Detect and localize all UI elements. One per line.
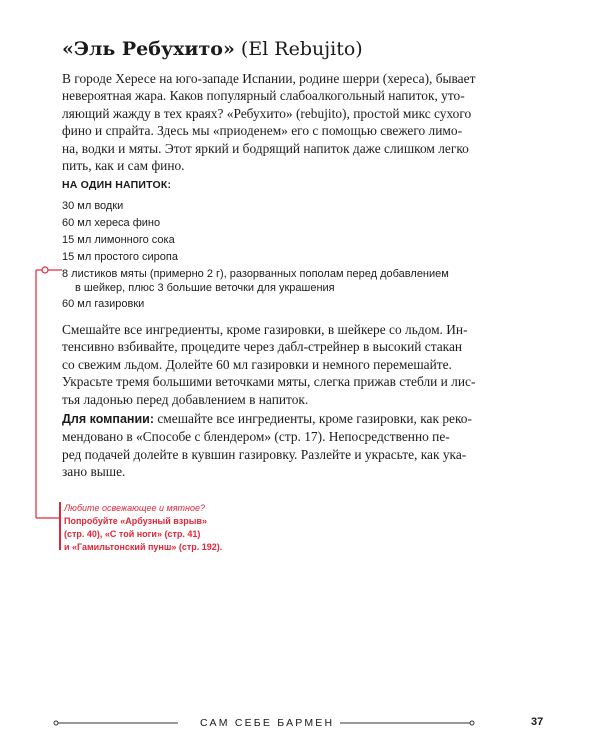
page-number: 37	[531, 716, 544, 728]
ingredient-item: 8 листиков мяты (примерно 2 г), разорванных пополам перед добавлением	[62, 268, 449, 280]
ingredient-item: 60 мл хереса фино	[62, 217, 161, 229]
company-line: смешайте все ингредиенты, кроме газировки, как реко-	[154, 411, 472, 426]
ingredient-item: 15 мл лимонного сока	[62, 234, 175, 246]
footer-right-dot	[470, 721, 474, 725]
method-line: Украсьте тремя большими веточками мяты, слегка прижав стебли и лис-	[62, 374, 476, 390]
intro-line: на, водки и мяты. Этот яркий и бодрящий напиток даже слишком легко	[62, 140, 469, 156]
title-russian: «Эль Ребухито»	[62, 38, 235, 60]
footer-left-dot	[54, 721, 58, 725]
method-line: тья ладонью перед добавлением в напиток.	[62, 391, 309, 407]
company-line: зано выше.	[62, 464, 126, 480]
company-line: мендовано в «Способе с блендером» (стр. 17). Непосредственно пе-	[62, 429, 450, 445]
ingredients-heading: НА ОДИН НАПИТОК:	[62, 179, 172, 191]
method-line: со свежим льдом. Долейте 60 мл газировки и немного перемешайте.	[62, 356, 452, 372]
ingredient-item: 60 мл газировки	[62, 298, 145, 310]
company-label: Для компании:	[62, 412, 155, 426]
callout-line: Попробуйте «Арбузный взрыв»	[64, 516, 207, 526]
callout-line: (стр. 40), «С той ноги» (стр. 41)	[64, 529, 201, 539]
intro-line: В городе Хересе на юго-западе Испании, родине шерри (хереса), бывает	[62, 71, 476, 86]
method-line: Смешайте все ингредиенты, кроме газировки, в шейкере со льдом. Ин-	[62, 322, 468, 337]
footer-book-title: САМ СЕБЕ БАРМЕН	[200, 717, 335, 729]
callout-title: Любите освежающее и мятное?	[64, 503, 206, 513]
intro-line: невероятная жара. Каков популярный слабоалкогольный напиток, уто-	[62, 88, 465, 104]
ingredient-item-continuation: в шейкер, плюс 3 большие веточки для украшения	[75, 282, 335, 294]
intro-line: ляющий жажду в тех краях? «Ребухито» (rebujito), простой микс сухого	[62, 105, 472, 121]
intro-line: пить, как и сам фино.	[62, 158, 185, 174]
method-line: тенсивно взбивайте, процедите через дабл-стрейнер в высокий стакан	[62, 339, 463, 355]
title-latin: (El Rebujito)	[240, 38, 363, 60]
ingredient-item: 30 мл водки	[62, 200, 124, 212]
ingredient-item: 15 мл простого сиропа	[62, 251, 178, 263]
intro-line: фино и спрайта. Здесь мы «приоденем» его с помощью свежего лимо-	[62, 123, 463, 139]
company-line: ред подачей долейте в кувшин газировку. Разлейте и украсьте, как ука-	[62, 446, 467, 462]
callout-line: и «Гамильтонский пунш» (стр. 192).	[64, 542, 223, 552]
